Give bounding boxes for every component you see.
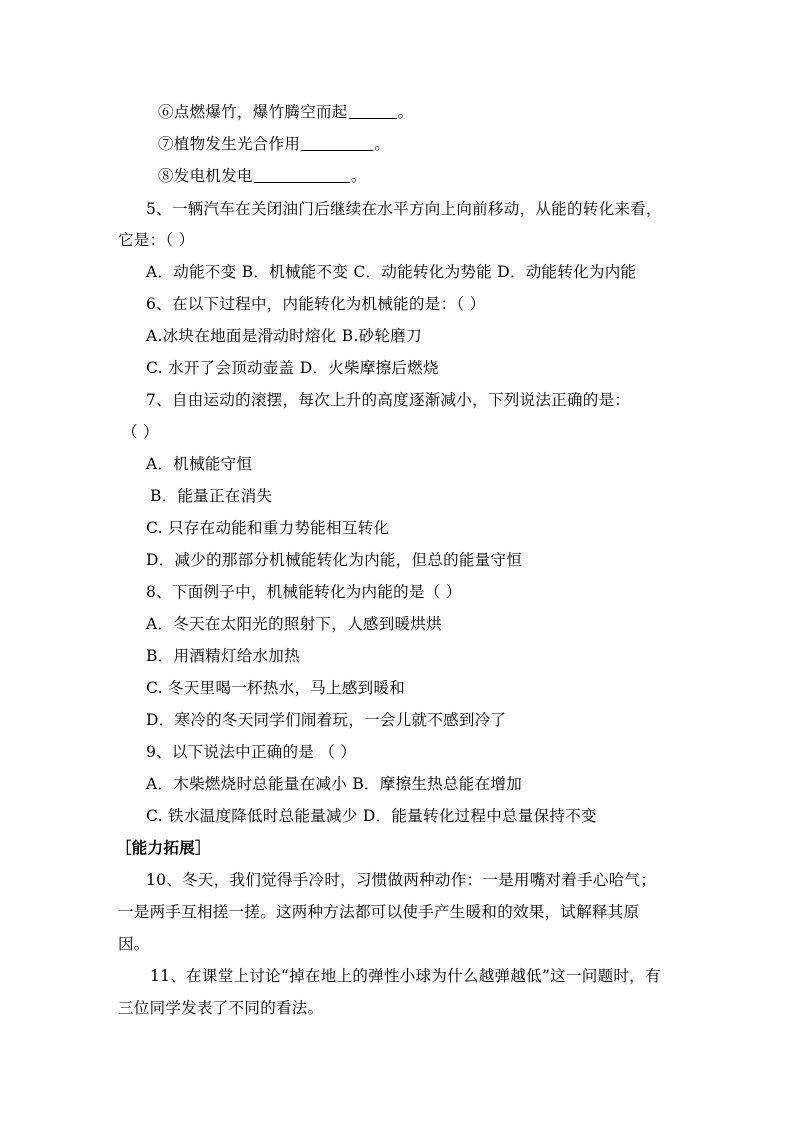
question-8-option-d: D．寒冷的冬天同学们闹着玩，一会儿就不感到冷了 bbox=[146, 711, 507, 729]
item-8-generator: ⑧发电机发电 。 bbox=[158, 167, 367, 185]
question-5-line-1: 5、一辆汽车在关闭油门后继续在水平方向上向前移动，从能的转化来看， bbox=[146, 200, 662, 218]
item-8-text: ⑧发电机发电 bbox=[158, 167, 253, 185]
item-6-text: ⑥点燃爆竹，爆竹腾空而起 bbox=[158, 103, 348, 121]
question-7-option-b: B．能量正在消失 bbox=[150, 487, 273, 505]
question-9-options-cd: C. 铁水温度降低时总能量减少 D．能量转化过程中总量保持不变 bbox=[146, 807, 597, 825]
answer-blank[interactable] bbox=[301, 136, 373, 151]
question-7-line-2: （ ） bbox=[122, 423, 159, 441]
question-8-option-b: B．用酒精灯给水加热 bbox=[146, 647, 300, 665]
question-6-options-ab: A.冰块在地面是滑动时熔化 B.砂轮磨刀 bbox=[146, 327, 422, 345]
question-10-line-2: 一是两手互相搓一搓。这两种方法都可以使手产生暖和的效果，试解释其原 bbox=[118, 903, 640, 921]
question-8-option-a: A．冬天在太阳光的照射下，人感到暖烘烘 bbox=[146, 615, 442, 633]
question-7-option-d: D．减少的那部分机械能转化为内能，但总的能量守恒 bbox=[146, 551, 523, 569]
question-10-line-1: 10、冬天，我们觉得手冷时，习惯做两种动作：一是用嘴对着手心哈气； bbox=[146, 871, 657, 889]
question-6: 6、在以下过程中，内能转化为机械能的是：（ ） bbox=[146, 295, 486, 313]
item-7-photosynthesis: ⑦植物发生光合作用 。 bbox=[158, 135, 391, 153]
question-10-line-3: 因。 bbox=[118, 935, 150, 953]
answer-blank[interactable] bbox=[254, 168, 350, 183]
question-7-option-c: C. 只存在动能和重力势能相互转化 bbox=[146, 519, 390, 537]
question-6-options-cd: C. 水开了会顶动壶盖 D．火柴摩擦后燃烧 bbox=[146, 359, 439, 377]
question-9: 9、以下说法中正确的是 （ ） bbox=[146, 743, 357, 761]
question-7-line-1: 7、自由运动的滚摆，每次上升的高度逐渐减小，下列说法正确的是： bbox=[146, 391, 631, 409]
question-5-options: A．动能不变 B．机械能不变 C．动能转化为势能 D．动能转化为内能 bbox=[146, 263, 637, 281]
item-6-firecracker: ⑥点燃爆竹，爆竹腾空而起 。 bbox=[158, 103, 414, 121]
question-9-options-ab: A．木柴燃烧时总能量在减小 B．摩擦生热总能在增加 bbox=[146, 775, 523, 793]
question-8: 8、下面例子中，机械能转化为内能的是（ ） bbox=[146, 583, 462, 601]
question-11-line-2: 三位同学发表了不同的看法。 bbox=[118, 999, 324, 1017]
item-7-text: ⑦植物发生光合作用 bbox=[158, 135, 301, 153]
question-11-line-1: 11、在课堂上讨论“掉在地上的弹性小球为什么越弹越低”这一问题时，有 bbox=[150, 967, 661, 985]
answer-blank[interactable] bbox=[349, 104, 397, 119]
question-8-option-c: C. 冬天里喝一杯热水，马上感到暖和 bbox=[146, 679, 406, 697]
question-5-line-2: 它是：（ ） bbox=[118, 231, 195, 249]
question-7-option-a: A．机械能守恒 bbox=[146, 455, 253, 473]
section-heading: ［能力拓展］ bbox=[116, 838, 211, 857]
